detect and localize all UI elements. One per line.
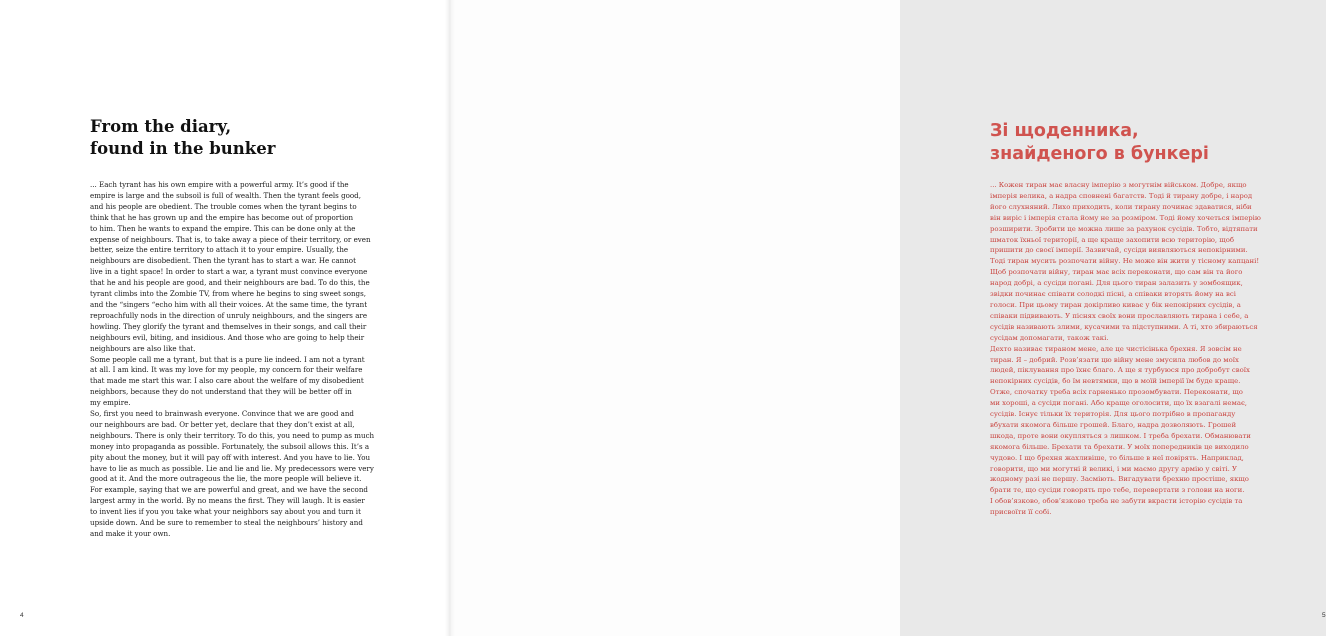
text-line: людей, піклування про їхнє благо. А ще я турбуюся про добробут своїх bbox=[990, 366, 1250, 375]
text-line: звідки починає співати солодкі пісні, а співаки вторять йому на всі bbox=[990, 290, 1236, 299]
text-line: його слухняний. Лихо приходить, коли тирану починає здаватися, ніби bbox=[990, 202, 1252, 211]
text-line: він виріс і імперія стала йому не за розміром. Тоді йому хочеться імперію bbox=[990, 213, 1261, 222]
text-line: співаки підвивають. У піснях своїх вони прославляють тирана і себе, а bbox=[990, 311, 1249, 320]
text-line: upside down. And be sure to remember to steal the neighbours’ history and bbox=[90, 518, 363, 528]
title-line: From the diary, bbox=[90, 117, 232, 136]
text-line: сусідів. Існує тільки їх територія. Для цього потрібно в пропаганду bbox=[990, 410, 1236, 419]
text-line: сусідам допомагати, також такі. bbox=[990, 333, 1109, 342]
title-line: знайденого в бункері bbox=[990, 144, 1209, 164]
text-line: пришити до своєї імперії. Зазвичай, сусіди виявляються непокірними. bbox=[990, 246, 1248, 255]
text-line: розширити. Зробити це можна лише за рахунок сусідів. Тобто, відтяпати bbox=[990, 224, 1258, 233]
text-line: якомога більше. Брехати та брехати. У моїх попередників це виходило bbox=[990, 442, 1249, 451]
text-line: ... Each tyrant has his own empire with a powerful army. It’s good if the bbox=[90, 180, 349, 189]
text-line: expense of neighbours. That is, to take away a piece of their territory, or even bbox=[90, 234, 371, 244]
text-line: голоси. При цьому тиран докірливо киває у бік непокірних сусідів, а bbox=[990, 300, 1241, 309]
text-line: neighbours are also like that. bbox=[90, 343, 196, 353]
english-title bbox=[90, 116, 275, 160]
text-line: that made me start this war. I also care about the welfare of my disobedient bbox=[90, 376, 364, 386]
text-line: neighbours are disobedient. Then the tyrant has to start a war. He cannot bbox=[90, 256, 356, 266]
text-line: народ добрі, а сусіди погані. Для цього тиран залазить у зомбоящик, bbox=[990, 279, 1243, 288]
text-line: For example, saying that we are powerful and great, and we have the second bbox=[90, 485, 368, 495]
ukrainian-title bbox=[990, 120, 1209, 166]
text-line: ... Кожен тиран має власну імперію з могутнім військом. Добре, якщо bbox=[990, 181, 1247, 189]
text-line: жодному разі не першу. Засміють. Вигадувати брехню простіше, якщо bbox=[990, 475, 1249, 484]
text-line: my empire. bbox=[90, 398, 131, 408]
text-line: Дехто називає тираном мене, але це чистісінька брехня. Я зовсім не bbox=[990, 344, 1242, 353]
text-line: вбухати якомога більше грошей. Благо, надра дозволяють. Грошей bbox=[990, 420, 1237, 429]
text-line: our neighbours are bad. Or better yet, declare that they don’t exist at all, bbox=[90, 419, 355, 429]
text-line: ми хороші, а сусіди погані. Або краще оголосити, що їх взагалі немає, bbox=[990, 399, 1247, 408]
text-line: that he and his people are good, and their neighbours are bad. To do this, the bbox=[90, 278, 370, 288]
text-line: empire is large and the subsoil is full of wealth. Then the tyrant feels good, bbox=[90, 190, 361, 200]
text-line: брати те, що сусіди говорять про тебе, перевертати з голови на ноги. bbox=[990, 486, 1245, 495]
text-line: good at it. And the more outrageous the lie, the more people will believe it. bbox=[90, 474, 362, 484]
title-line: found in the bunker bbox=[90, 139, 276, 158]
text-line: at all. I am kind. It was my love for my people, my concern for their welfare bbox=[90, 365, 363, 375]
text-line: better, seize the entire territory to attach it to your empire. Usually, the bbox=[90, 245, 349, 255]
left-page bbox=[0, 0, 450, 636]
text-line: Some people call me a tyrant, but that is a pure lie indeed. I am not a tyrant bbox=[90, 354, 365, 364]
page-number-left: 4 bbox=[20, 612, 24, 619]
text-line: neighbours evil, biting, and insidious. And those who are going to help their bbox=[90, 332, 365, 342]
text-line: Щоб розпочати війну, тиран має всіх переконати, що сам він та його bbox=[990, 268, 1243, 277]
text-line: шматок їхньої території, а ще краще захопити всю територію, щоб bbox=[990, 235, 1234, 244]
text-line: шкода, проте вони окупляться з лишком. І треба брехати. Обманювати bbox=[990, 431, 1251, 440]
text-line: have to lie as much as possible. Lie and lie and lie. My predecessors were very bbox=[90, 463, 374, 473]
ukrainian-body-text bbox=[990, 180, 1275, 518]
text-line: тиран. Я – добрий. Розв’язати цю війну мене змусила любов до моїх bbox=[990, 355, 1239, 364]
text-line: імперія велика, а надра сповнені багатств. Тоді й тирану добре, і народ bbox=[990, 191, 1253, 200]
english-body-text bbox=[90, 180, 375, 540]
text-line: говорити, що ми могутні й великі, і ми маємо другу армію у світі. У bbox=[990, 464, 1237, 473]
text-line: neighbours. There is only their territory. To do this, you need to pump as much bbox=[90, 430, 375, 440]
text-line: присвоїти її собі. bbox=[990, 508, 1052, 517]
text-line: reproachfully nods in the direction of unruly neighbours, and the singers are bbox=[90, 310, 368, 320]
text-line: neighbors, because they do not understand that they will be better off in bbox=[90, 387, 352, 397]
text-line: So, first you need to brainwash everyone. Convince that we are good and bbox=[90, 409, 354, 419]
text-line: largest army in the world. By no means the first. They will laugh. It is easier bbox=[90, 496, 365, 506]
text-line: сусідів називають злими, кусачими та підступними. А ті, хто збираються bbox=[990, 322, 1258, 331]
title-line: Зі щоденника, bbox=[990, 121, 1139, 141]
text-line: think that he has grown up and the empire has become out of proportion bbox=[90, 212, 354, 222]
text-line: Тоді тиран мусить розпочати війну. Не може він жити у тісному капцані! bbox=[990, 257, 1260, 266]
text-line: Отже, спочатку треба всіх гарненько прозомбувати. Переконати, що bbox=[990, 388, 1243, 397]
right-page bbox=[450, 0, 1326, 636]
text-line: howling. They glorify the tyrant and themselves in their songs, and call their bbox=[90, 321, 367, 331]
text-line: чудово. І що брехня жахливіше, то більше в неї повірять. Наприклад, bbox=[990, 453, 1244, 462]
text-line: І обов’язково, обов’язково треба не забути вкрасти історію сусідів та bbox=[990, 497, 1243, 506]
text-line: to him. Then he wants to expand the empire. This can be done only at the bbox=[90, 223, 356, 233]
spine-gutter bbox=[445, 0, 455, 636]
page-number-right: 5 bbox=[1322, 612, 1326, 619]
text-line: live in a tight space! In order to start a war, a tyrant must convince everyone bbox=[90, 267, 368, 277]
text-line: непокірних сусідів, бо їм невтямки, що в моїй імперії їм буде краще. bbox=[990, 377, 1241, 386]
text-line: tyrant climbs into the Zombie TV, from where he begins to sing sweet songs, bbox=[90, 289, 366, 299]
text-line: and the “singers “echo him with all their voices. At the same time, the tyrant bbox=[90, 299, 368, 309]
text-line: and make it your own. bbox=[90, 529, 171, 538]
text-line: money into propaganda as possible. Fortunately, the subsoil allows this. It’s a bbox=[90, 441, 370, 451]
text-line: and his people are obedient. The trouble comes when the tyrant begins to bbox=[90, 201, 357, 211]
text-line: to invent lies if you you take what your neighbors say about you and turn it bbox=[90, 507, 361, 517]
text-line: pity about the money, but it will pay off with interest. And you have to lie. You bbox=[90, 452, 371, 462]
